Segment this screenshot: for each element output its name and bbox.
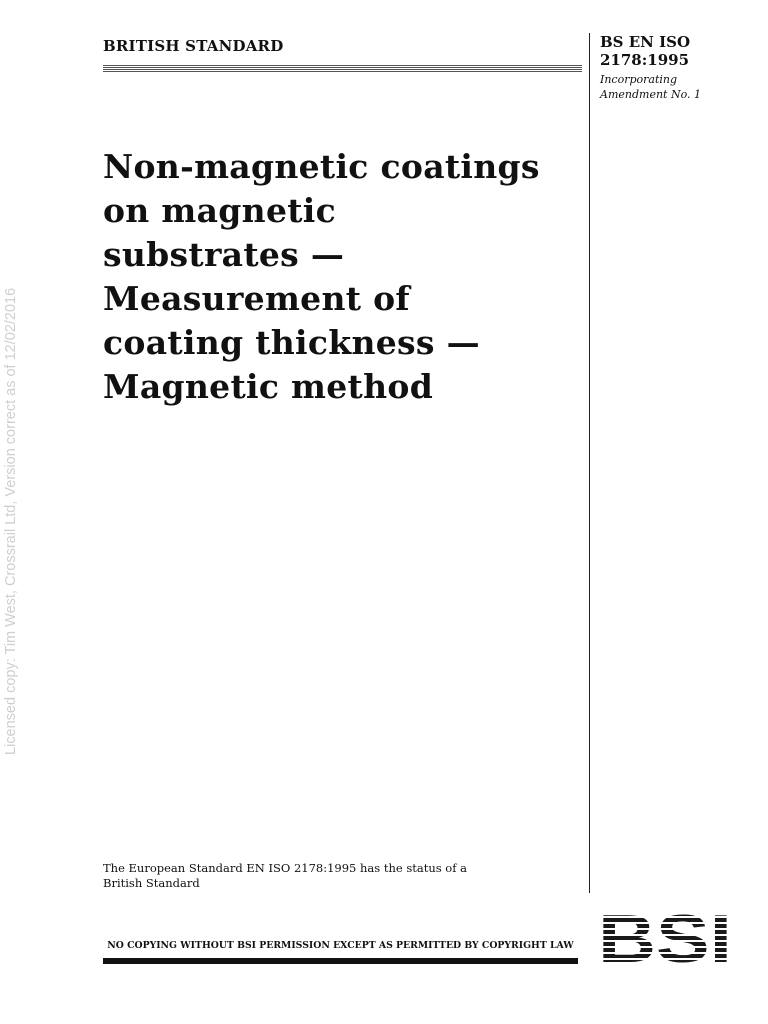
bsi-logo	[596, 906, 734, 966]
title-line: Magnetic method	[103, 367, 434, 406]
copyright-notice: NO COPYING WITHOUT BSI PERMISSION EXCEPT AS PERMITTED BY COPYRIGHT LAW	[107, 940, 574, 951]
header-rule	[103, 65, 582, 72]
standard-number-line-1: BS EN ISO	[600, 33, 691, 51]
header-label: BRITISH STANDARD	[103, 37, 284, 55]
title-line: Non-magnetic coatings	[103, 147, 540, 186]
document-title	[103, 145, 578, 409]
status-line-1: The European Standard EN ISO 2178:1995 has the status of a	[103, 861, 467, 875]
column-divider	[589, 33, 590, 893]
title-line: coating thickness —	[103, 323, 480, 362]
title-line: on magnetic	[103, 191, 337, 230]
amendment-note-line-1: Incorporating	[600, 73, 678, 86]
amendment-note-line-2: Amendment No. 1	[600, 88, 701, 101]
standard-number-line-2: 2178:1995	[600, 51, 690, 69]
license-watermark: Licensed copy: Tim West, Crossrail Ltd, Version correct as of 12/02/2016	[3, 287, 19, 755]
footer-rule	[103, 958, 578, 964]
title-line: Measurement of	[103, 279, 410, 318]
amendment-note	[600, 72, 750, 102]
status-statement	[103, 861, 523, 891]
status-line-2: British Standard	[103, 876, 200, 890]
title-line: substrates —	[103, 235, 345, 274]
standard-number	[600, 33, 750, 69]
